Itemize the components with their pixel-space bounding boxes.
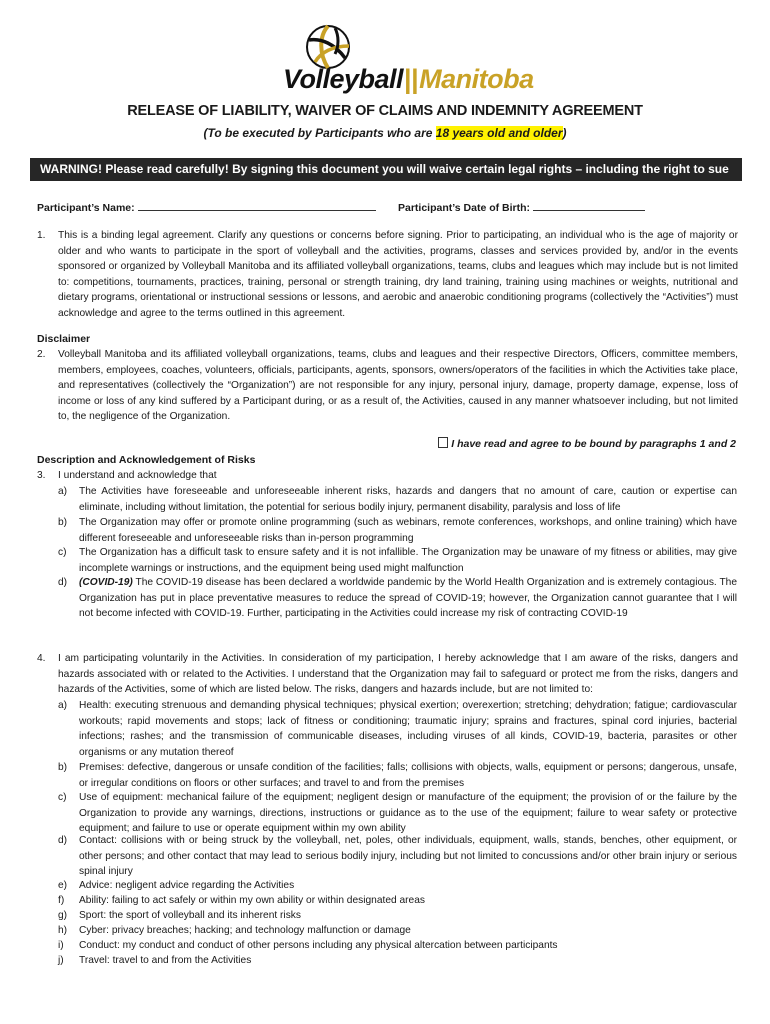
participant-dob-field[interactable] — [398, 200, 645, 214]
s4-item-text: Ability: failing to act safely or within my own ability or within designated areas — [79, 895, 425, 906]
s4-item-text: Use of equipment: mechanical failure of the equipment; negligent design or manufacture of the equipment; the provision of or the failure by the Organization to provide any warnings, directions, instructions or guidance as to the use of the equipment; failure to wear safety or protective equipment; and failure to use or operate equipment within my own ability — [79, 792, 737, 835]
section-1-text: This is a binding legal agreement. Clarify any questions or concerns before signing. Prior to participating, an individual who is the age of majority or older and who wants to participate in the sport of volleyball and the activities, programs, classes and services provided by, and/or in the events sponsored or organized by Volleyball Manitoba and its affiliated volleyball organizations, teams, clubs and leagues which may include but is not limited to: competitions, tournaments, practices, training, personal or strength training, dry land training, training using machines or weights, nutritional and dietary programs, orientational or instructional sessions or lessons, and aerobic and anaerobic conditioning programs (collectively the “Activities”) must acknowledge and agree to the terms outlined in this agreement. — [58, 230, 738, 319]
s4-item-letter: f) — [58, 895, 65, 906]
s3-item-text: The Organization has a difficult task to ensure safety and it is not infallible. The Organization may be unaware of my fitness or abilities, may give incomplete warnings or instructions, and the equipment being used might malfunction — [79, 547, 737, 574]
s3-item-label: (COVID-19) — [79, 577, 133, 588]
s4-item-text: Cyber: privacy breaches; hacking; and technology malfunction or damage — [79, 925, 411, 936]
subtitle-before: (To be executed by Participants who are — [203, 126, 436, 140]
s4-item-letter: j) — [58, 955, 64, 966]
participant-dob-label: Participant’s Date of Birth: — [398, 202, 531, 214]
s4-item-text: Travel: travel to and from the Activities — [79, 955, 252, 966]
section-3-intro: I understand and acknowledge that — [58, 470, 217, 481]
document-title: RELEASE OF LIABILITY, WAIVER OF CLAIMS AND INDEMNITY AGREEMENT — [127, 103, 643, 119]
s3-item-text: The Organization may offer or promote online programming (such as webinars, remote conferences, workshops, and online training) which have different foreseeable and unforeseeable risks than in-person programming — [79, 517, 737, 544]
section-2-number: 2. — [37, 349, 46, 360]
s3-item-letter: d) — [58, 577, 68, 588]
s3-item-text — [79, 575, 737, 622]
logo-word-manitoba: Manitoba — [419, 64, 534, 94]
s4-item-text: Conduct: my conduct and conduct of other persons including any physical altercation between participants — [79, 940, 558, 951]
s3-item-letter: b) — [58, 517, 68, 528]
ack-paragraphs-1-2[interactable] — [438, 437, 736, 450]
section-3-number: 3. — [37, 470, 46, 481]
section-1-number: 1. — [37, 230, 46, 241]
s4-item-letter: h) — [58, 925, 68, 936]
logo-word-volleyball: Volleyball — [283, 64, 404, 94]
subtitle-after: ) — [562, 126, 567, 140]
s3-item-text: The Activities have foreseeable and unforeseeable inherent risks, hazards and dangers that no amount of care, caution or expertise can eliminate, including without limitation, the potential for serious bodily injury, permanent disability, paralysis and loss of life — [79, 486, 737, 513]
s4-item-text: Contact: collisions with or being struck by the volleyball, net, poles, other individuals, equipment, walls, stands, benches, other equipment, or other persons; and other contact that may lead to serious bodily injury, including but not limited to concussions and/or other brain injury or serious spinal injury — [79, 835, 737, 878]
ack-text: I have read and agree to be bound by paragraphs 1 and 2 — [448, 438, 736, 450]
s4-item-letter: g) — [58, 910, 68, 921]
s4-item-letter: e) — [58, 880, 68, 891]
s4-item-letter: i) — [58, 940, 64, 951]
participant-name-field[interactable] — [37, 200, 376, 214]
warning-banner: WARNING! Please read carefully! By signing this document you will waive certain legal rights – including the right to sue — [30, 158, 742, 181]
s3-item-letter: a) — [58, 486, 68, 497]
section-4-intro: I am participating voluntarily in the Activities. In consideration of my participation, I hereby acknowledge that I am aware of the risks, dangers and hazards associated with or related to the Activities. I understand that the Organization may fail to safeguard or protect me from the risks, dangers and hazards of the Activities, some of which are listed below. The risks, dangers and hazards include, but are not limited to: — [58, 653, 738, 696]
s4-item-text: Health: executing strenuous and demanding physical techniques; physical exertion; overexertion; stretching; dehydration; fatigue; cardiovascular workouts; rapid movements and stops; lack of fitness or conditioning; traumatic injury; sprains and fractures, spinal cord injuries, bacterial infections; rashes; and the transmission of communicable diseases, including viruses of all kinds, COVID-19, bacteria, parasites or other organisms or any mutation thereof — [79, 700, 737, 758]
participant-dob-blank[interactable] — [533, 200, 645, 211]
risks-heading: Description and Acknowledgement of Risks — [37, 454, 256, 466]
s3-item-body: The COVID-19 disease has been declared a worldwide pandemic by the World Health Organization and is extremely contagious. The Organization has put in place preventative measures to reduce the spread of COVID-19; however, the Organization cannot guarantee that I will not become infected with COVID-19. Further, participating in the Activities could increase my risk of contracting COVID-19 — [79, 577, 737, 620]
disclaimer-heading: Disclaimer — [37, 333, 91, 345]
document-subtitle — [0, 126, 770, 140]
s4-item-letter: b) — [58, 762, 68, 773]
s4-item-letter: a) — [58, 700, 68, 711]
logo-separator: || — [404, 64, 419, 94]
s4-item-letter: d) — [58, 835, 68, 846]
section-4-number: 4. — [37, 653, 46, 664]
s4-item-text: Premises: defective, dangerous or unsafe condition of the facilities; falls; collisions with objects, walls, equipment or persons; dangerous, unsafe, or irregular conditions on floors or other surfaces; and travel to and from the premises — [79, 762, 737, 789]
participant-name-label: Participant’s Name: — [37, 202, 135, 214]
s3-item-letter: c) — [58, 547, 67, 558]
s4-item-text: Advice: negligent advice regarding the Activities — [79, 880, 295, 891]
section-2-text: Volleyball Manitoba and its affiliated volleyball organizations, teams, clubs and leagues and their respective Directors, Officers, committee members, members, employees, coaches, volunteers, officials, participants, agents, sponsors, owners/operators of the facilities in which the Activities take place, and representatives (collectively the “Organization”) are not responsible for any injury, personal injury, damage, property damage, expense, loss of income or loss of any kind suffered by a Participant during, or as a result of, the Activities, caused in any manner whatsoever including, but not limited to, the negligence of the Organization. — [58, 349, 738, 423]
s4-item-letter: c) — [58, 792, 67, 803]
checkbox-icon[interactable] — [438, 437, 448, 448]
subtitle-age-highlight: 18 years old and older — [435, 126, 563, 140]
volleyball-manitoba-logo — [283, 20, 534, 100]
logo-wordmark — [283, 64, 534, 96]
s4-item-text: Sport: the sport of volleyball and its inherent risks — [79, 910, 301, 921]
participant-name-blank[interactable] — [138, 200, 376, 211]
